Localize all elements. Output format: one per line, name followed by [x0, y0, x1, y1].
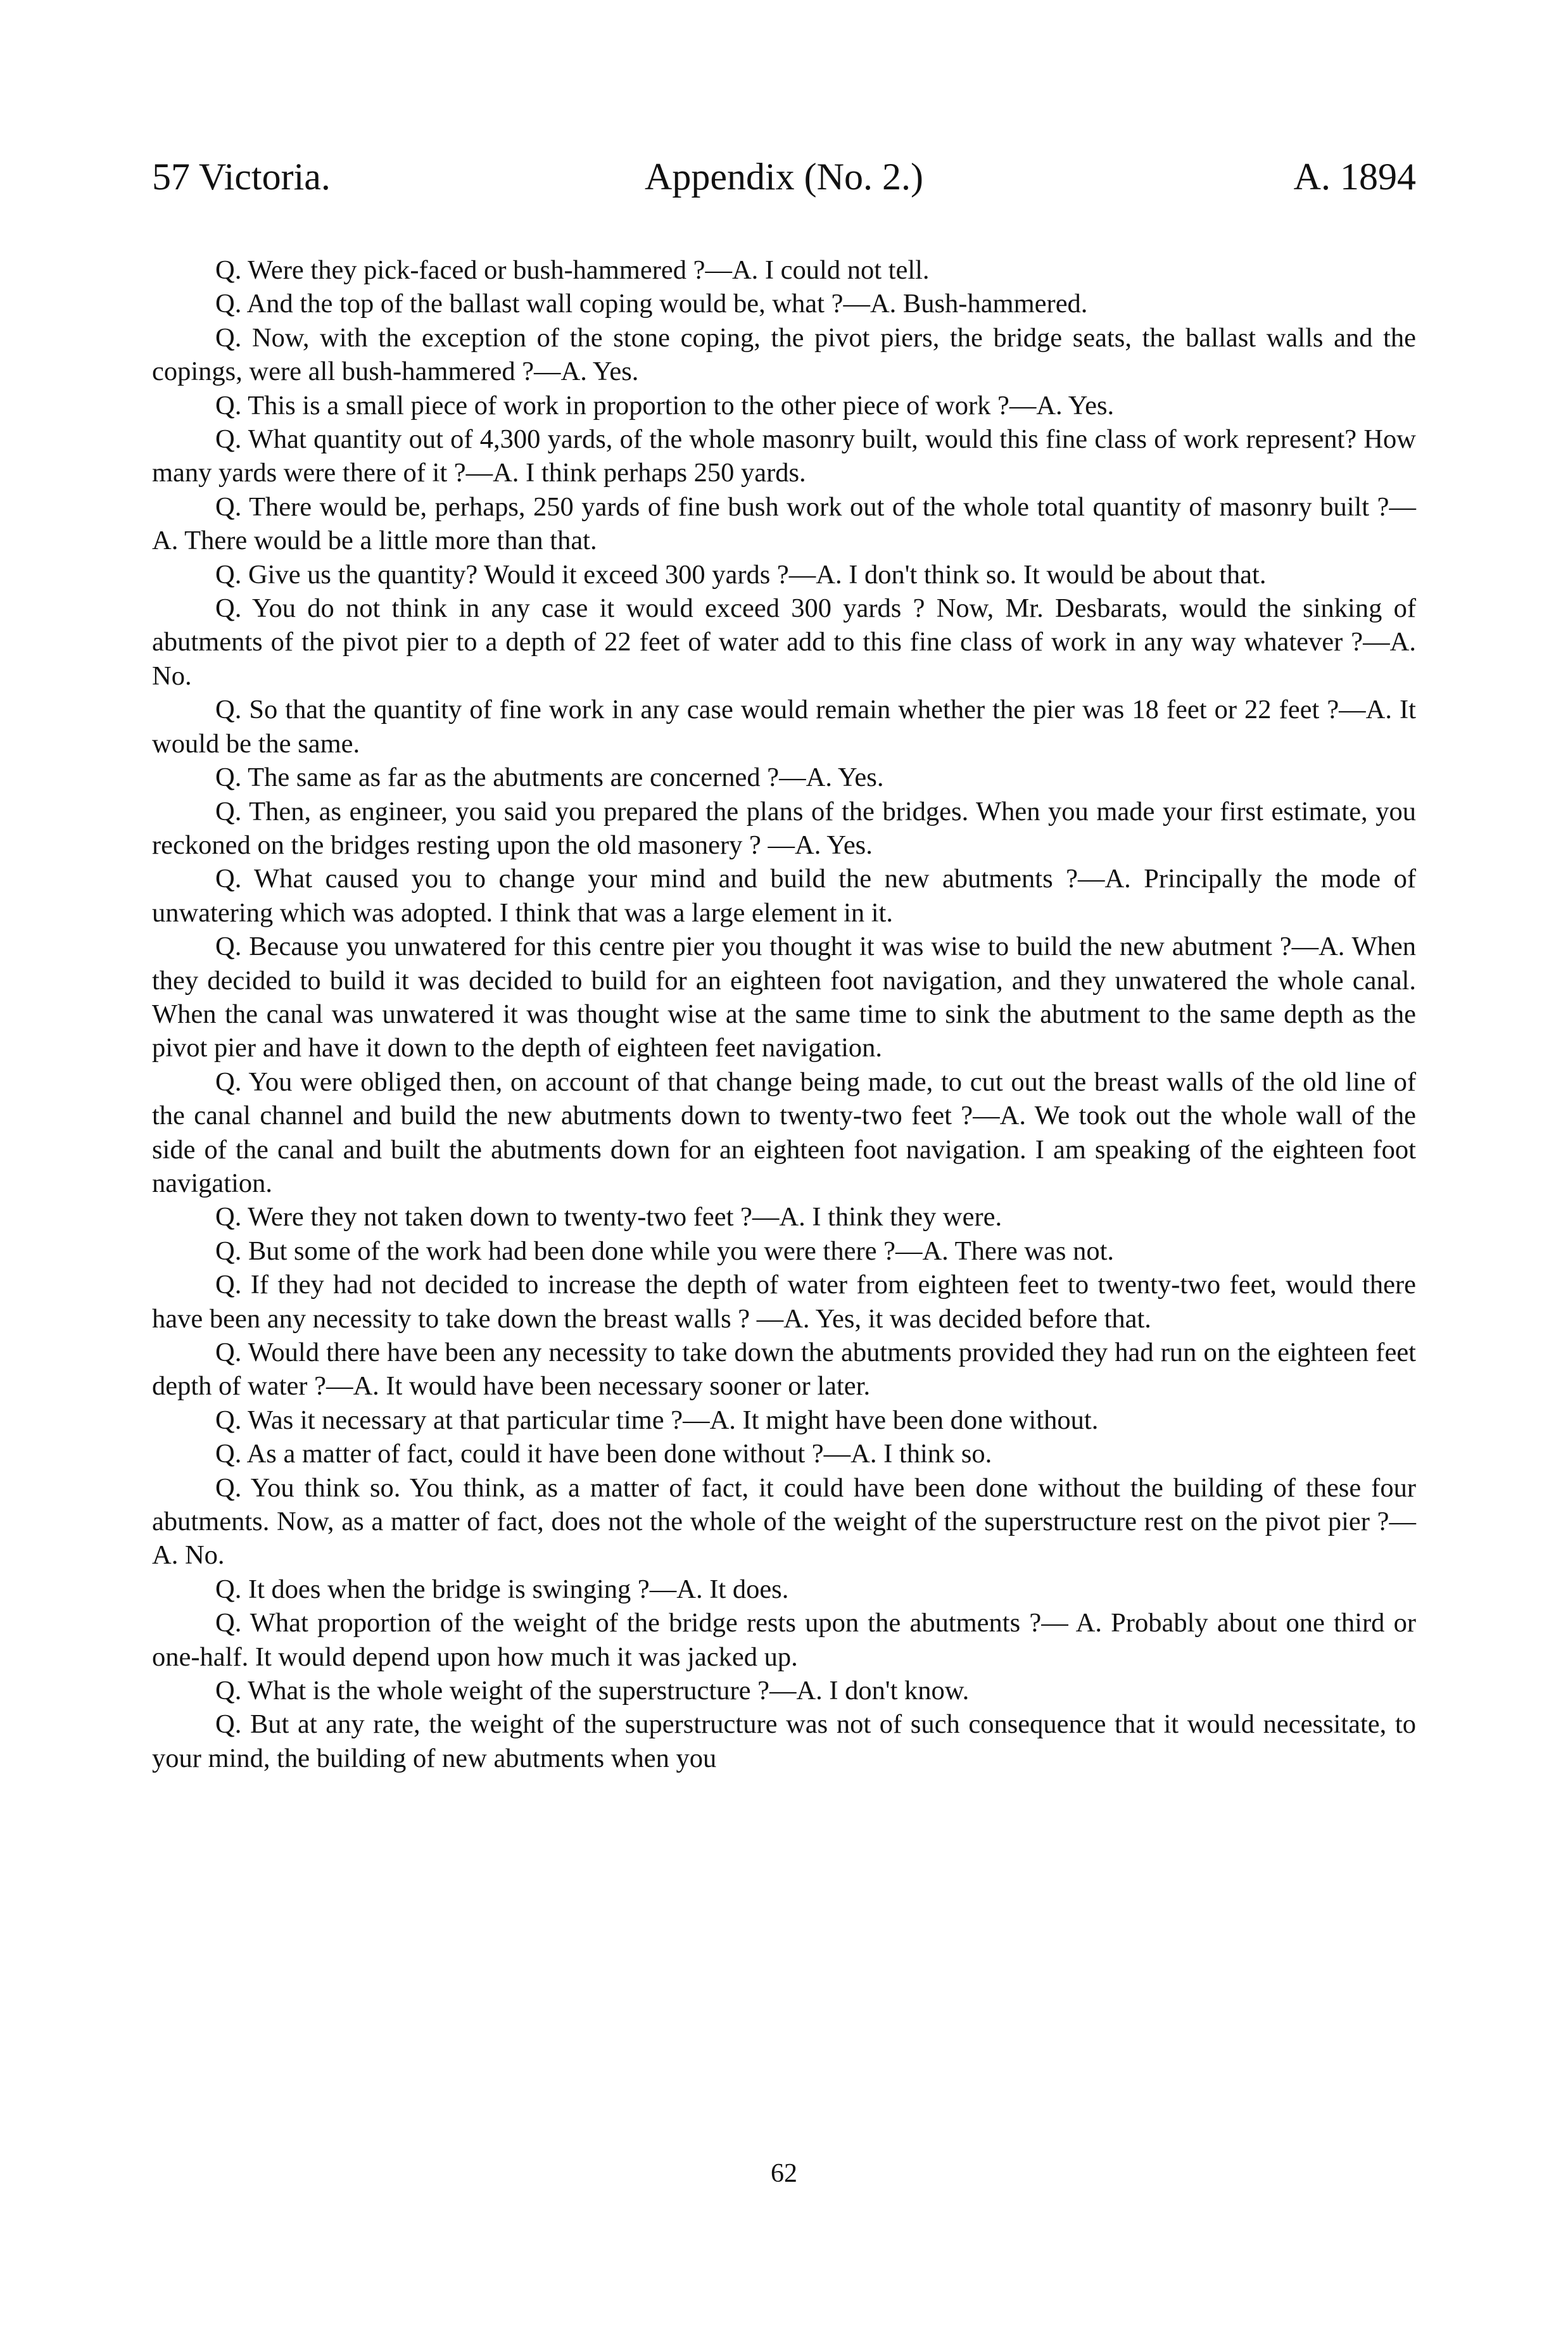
paragraph: Q. Were they pick-faced or bush-hammered ?—A. I could not tell.	[215, 255, 930, 285]
header-session: 57 Victoria.	[152, 156, 331, 198]
paragraph: Q. Because you unwatered for this centre pier you thought it was wise to build the new abutment ?—A. When they decided to build it was decided to build for an eighteen foot navigation, and they unwatered the whole canal. When the canal was unwatered it was thought wise at the same time to sink the abutment to the same depth as the pivot pier and have it down to the depth of eighteen feet navigation.	[152, 932, 1416, 1063]
paragraph: Q. Now, with the exception of the stone coping, the pivot piers, the bridge seats, the ballast walls and the copings, were all bush-hammered ?—A. Yes.	[152, 322, 1416, 387]
paragraph: Q. You think so. You think, as a matter of fact, it could have been done without the building of these four abutments. Now, as a matter of fact, does not the whole of the weight of the superstructure rest on the pivot pier ?—A. No.	[152, 1472, 1416, 1571]
page-number: 62	[771, 2159, 797, 2188]
paragraph: Q. You were obliged then, on account of that change being made, to cut out the breast walls of the old line of the canal channel and build the new abutments down to twenty-two feet ?—A. We took out the whole wall of the side of the canal and built the abutments down for an eighteen foot navigation. I am speaking of the eighteen foot navigation.	[152, 1067, 1416, 1198]
paragraph: Q. What caused you to change your mind and build the new abutments ?—A. Principally the mode of unwatering which was adopted. I think that was a large element in it.	[152, 864, 1416, 928]
paragraph: Q. Give us the quantity? Would it exceed 300 yards ?—A. I don't think so. It would be about that.	[215, 559, 1267, 590]
header-year: A. 1894	[1293, 156, 1416, 198]
paragraph: Q. Then, as engineer, you said you prepared the plans of the bridges. When you made your first estimate, you reckoned on the bridges resting upon the old masonery ? —A. Yes.	[152, 796, 1416, 860]
paragraph: Q. You do not think in any case it would exceed 300 yards ? Now, Mr. Desbarats, would the sinking of abutments of the pivot pier to a depth of 22 feet of water add to this fine class of work in any way whatever ?—A. No.	[152, 593, 1416, 691]
paragraph: Q. What is the whole weight of the superstructure ?—A. I don't know.	[215, 1676, 970, 1706]
testimony-body	[152, 253, 1416, 1775]
paragraph: Q. There would be, perhaps, 250 yards of fine bush work out of the whole total quantity of masonry built ?—A. There would be a little more than that.	[152, 491, 1416, 556]
paragraph: Q. Would there have been any necessity to take down the abutments provided they had run on the eighteen feet depth of water ?—A. It would have been necessary sooner or later.	[152, 1338, 1416, 1402]
paragraph: Q. As a matter of fact, could it have been done without ?—A. I think so.	[215, 1439, 992, 1469]
running-header	[152, 155, 1416, 206]
paragraph: Q. And the top of the ballast wall coping would be, what ?—A. Bush-hammered.	[215, 289, 1088, 319]
paragraph: Q. The same as far as the abutments are concerned ?—A. Yes.	[215, 763, 884, 793]
paragraph: Q. It does when the bridge is swinging ?—A. It does.	[215, 1574, 789, 1604]
paragraph: Q. If they had not decided to increase the depth of water from eighteen feet to twenty-two feet, would there have been any necessity to take down the breast walls ? —A. Yes, it was decided before that.	[152, 1270, 1416, 1334]
paragraph: Q. What quantity out of 4,300 yards, of the whole masonry built, would this fine class of work represent? How many yards were there of it ?—A. I think perhaps 250 yards.	[152, 424, 1416, 488]
header-appendix: Appendix (No. 2.)	[645, 156, 923, 198]
paragraph: Q. Were they not taken down to twenty-two feet ?—A. I think they were.	[215, 1202, 1002, 1232]
paragraph: Q. But some of the work had been done while you were there ?—A. There was not.	[215, 1236, 1115, 1266]
paragraph: Q. This is a small piece of work in proportion to the other piece of work ?—A. Yes.	[215, 390, 1115, 421]
paragraph: Q. What proportion of the weight of the bridge rests upon the abutments ?— A. Probably about one third or one-half. It would depend upon how much it was jacked up.	[152, 1608, 1416, 1672]
paragraph: Q. But at any rate, the weight of the superstructure was not of such consequence that it would necessitate, to your mind, the building of new abutments when you	[152, 1709, 1416, 1773]
paragraph: Q. Was it necessary at that particular time ?—A. It might have been done without.	[215, 1405, 1099, 1435]
paragraph: Q. So that the quantity of fine work in any case would remain whether the pier was 18 feet or 22 feet ?—A. It would be the same.	[152, 695, 1416, 759]
